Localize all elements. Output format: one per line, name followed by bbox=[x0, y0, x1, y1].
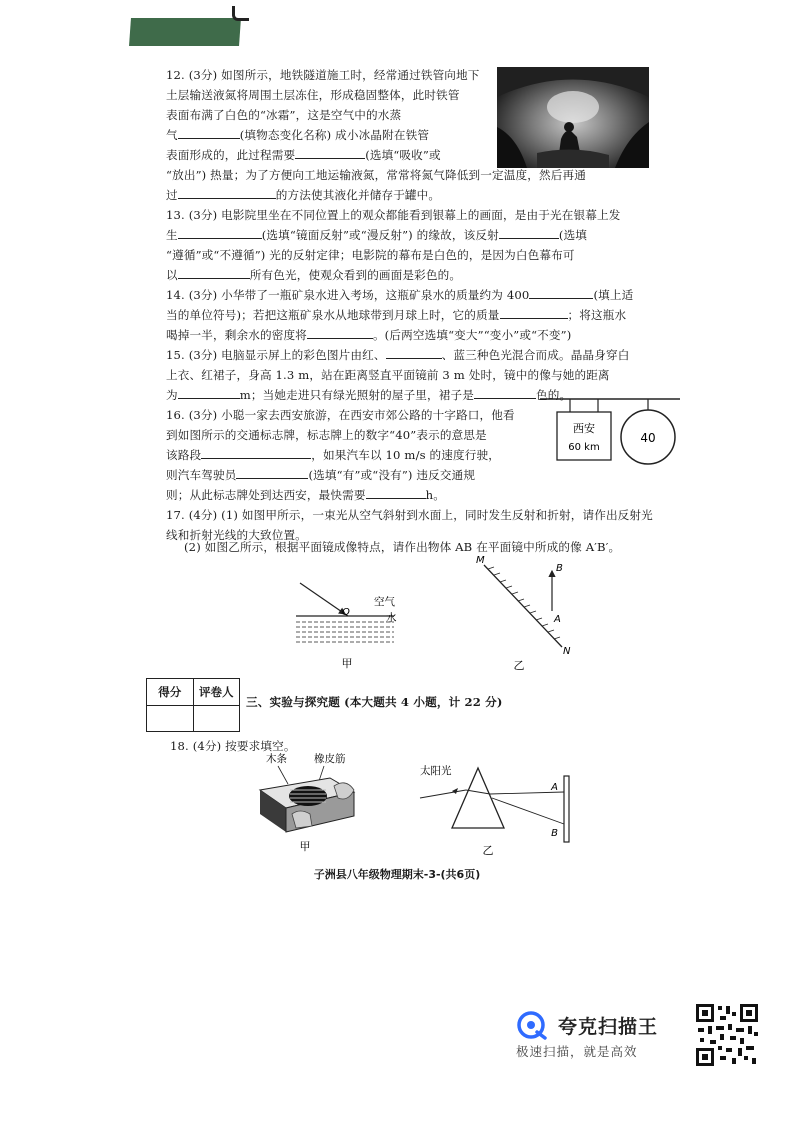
q17-line-1: 17. (4分) (1) 如图甲所示，一束光从空气斜射到水面上，同时发生反射和折射，请作出反射光 bbox=[166, 508, 653, 522]
sunlight-arrow bbox=[452, 788, 458, 794]
q14-line-3-b: 。(后两空选填“变大”“变小”或“不变”) bbox=[372, 328, 572, 342]
grader-cell[interactable] bbox=[193, 706, 240, 732]
q13-line-2-c: (选填 bbox=[558, 228, 588, 242]
sign-distance: 60 km bbox=[568, 442, 600, 453]
q14-line-1-b: (填上适 bbox=[593, 288, 634, 302]
fig-a-caption: 甲 bbox=[341, 657, 353, 670]
brand-name: 夸克扫描王 bbox=[558, 1016, 659, 1038]
q16-blank-2[interactable] bbox=[236, 466, 308, 479]
q15-line-2: 上衣、红裙子，身高 1.3 m，站在距离竖直平面镜前 3 m 处时，镜中的像与她的距离 bbox=[166, 368, 610, 382]
q14-blank-3[interactable] bbox=[307, 326, 373, 339]
fig-a-air-label: 空气 bbox=[374, 596, 395, 608]
q13-blank-2[interactable] bbox=[499, 226, 559, 239]
q13-line-2-b: (选填“镜面反射”或“漫反射”) 的缘故，该反射 bbox=[261, 228, 499, 242]
fig-18b-caption: 乙 bbox=[482, 844, 494, 857]
section-3-title: 三、实验与探究题 (本大题共 4 小题，计 22 分) bbox=[246, 695, 503, 709]
q13-line-4-b: 所有色光，使观众看到的画面是彩色的。 bbox=[249, 268, 462, 282]
label-sunlight: 太阳光 bbox=[420, 765, 452, 777]
sunlight-ray bbox=[420, 790, 466, 798]
q16-line-4-a: 则汽车驾驶员 bbox=[166, 468, 237, 482]
dispersed-ray-b bbox=[492, 798, 564, 824]
box-hole bbox=[289, 786, 327, 806]
tunnel-photo bbox=[497, 67, 649, 168]
sign-speed: 40 bbox=[640, 431, 656, 445]
q15-line-3-c: 色的。 bbox=[536, 388, 572, 402]
fig-b-caption: 乙 bbox=[513, 659, 525, 672]
q14-line-1 bbox=[166, 285, 633, 306]
q12-line-4-a: 气 bbox=[166, 128, 178, 142]
score-cell[interactable] bbox=[147, 706, 193, 732]
fig-a-water-label: 水 bbox=[386, 612, 397, 624]
page-footer: 子洲县八年级物理期末-3-(共6页) bbox=[313, 868, 481, 881]
q14-line-1-a: 14. (3分) 小华带了一瓶矿泉水进入考场，这瓶矿泉水的质量约为 400 bbox=[166, 288, 530, 302]
q14-line-2 bbox=[166, 305, 626, 326]
grader-header: 评卷人 bbox=[193, 679, 240, 705]
q12-line-5-a: 表面形成的，此过程需要 bbox=[166, 148, 296, 162]
q12-line-7-b: 的方法使其液化并储存于罐中。 bbox=[275, 188, 441, 202]
q12-blank-1[interactable] bbox=[178, 126, 240, 139]
q16-blank-1[interactable] bbox=[201, 446, 311, 459]
figure-a-light-water bbox=[290, 575, 410, 670]
q16-line-4 bbox=[166, 465, 475, 486]
q16-blank-3[interactable] bbox=[366, 486, 426, 499]
q15-line-3-b: m；当她走进只有绿光照射的屋子里，裙子是 bbox=[239, 388, 475, 402]
q18-line-1: 18. (4分) 按要求填空。 bbox=[170, 739, 296, 753]
q12-blank-2[interactable] bbox=[295, 146, 365, 159]
q12-line-2: 土层输送液氮将周围土层冻住，形成稳固整体，此时铁管 bbox=[166, 88, 460, 102]
q12-blank-3[interactable] bbox=[178, 186, 276, 199]
q16-line-4-b: (选填“有”或“没有”) 违反交通规 bbox=[308, 468, 476, 482]
q12-line-7 bbox=[166, 185, 440, 206]
q13-line-4-a: 以 bbox=[166, 268, 178, 282]
hand-left bbox=[292, 811, 312, 828]
screen bbox=[564, 776, 569, 842]
q12-line-5-b: (选填“吸收”或 bbox=[365, 148, 441, 162]
q15-blank-1[interactable] bbox=[386, 346, 442, 359]
mirror-hatching bbox=[488, 567, 560, 639]
q12-line-3: 表面布满了白色的“冰霜”，这是空气中的水蒸 bbox=[166, 108, 402, 122]
prism bbox=[452, 768, 504, 828]
screen-point-b: B bbox=[551, 828, 558, 839]
screen-point-a: A bbox=[551, 782, 558, 793]
q13-line-2-a: 生 bbox=[166, 228, 178, 242]
fig-18a-caption: 甲 bbox=[299, 840, 311, 853]
q12-line-6: “放出”) 热量；为了方便向工地运输液氮，常常将氮气降低到一定温度，然后再通 bbox=[166, 168, 586, 182]
q14-line-3-a: 喝掉一半，剩余水的密度将 bbox=[166, 328, 307, 342]
plane-mirror bbox=[484, 565, 562, 647]
figure-18a-rubber-band bbox=[250, 750, 360, 855]
label-rubber-band: 橡皮筋 bbox=[314, 753, 346, 765]
score-header: 得分 bbox=[158, 685, 182, 699]
q13-blank-1[interactable] bbox=[178, 226, 262, 239]
q14-line-2-a: 当的单位符号)；若把这瓶矿泉水从地球带到月球上时，它的质量 bbox=[166, 308, 500, 322]
q16-line-5-b: h。 bbox=[425, 488, 446, 502]
q16-line-3 bbox=[166, 445, 500, 466]
mirror-label-n: N bbox=[563, 646, 571, 657]
q14-blank-2[interactable] bbox=[500, 306, 568, 319]
brand-slogan: 极速扫描，就是高效 bbox=[516, 1044, 638, 1059]
q17-line-3: (2) 如图乙所示，根据平面镜成像特点，请作出物体 AB 在平面镜中所成的像 A′B′。 bbox=[184, 540, 621, 554]
label-wood-strip: 木条 bbox=[266, 753, 287, 765]
q14-blank-1[interactable] bbox=[529, 286, 593, 299]
q16-line-5-a: 则；从此标志牌处到达西安，最快需要 bbox=[166, 488, 366, 502]
object-label-a: A bbox=[554, 614, 561, 625]
q13-line-4 bbox=[166, 265, 461, 286]
qr-code-icon[interactable] bbox=[694, 1002, 760, 1068]
q15-line-1-a: 15. (3分) 电脑显示屏上的彩色图片由红、 bbox=[166, 348, 386, 362]
q12-line-1: 12. (3分) 如图所示，地铁隧道施工时，经常通过铁管向地下 bbox=[166, 68, 480, 82]
q17-line-2: 线和折射光线的大致位置。 bbox=[166, 528, 307, 542]
q15-line-3-a: 为 bbox=[166, 388, 178, 402]
q15-line-3 bbox=[166, 385, 571, 406]
q13-line-2 bbox=[166, 225, 587, 246]
score-table-input-row bbox=[147, 705, 239, 732]
incident-ray bbox=[300, 583, 345, 614]
q13-line-3: “遵循”或“不遵循”) 光的反射定律；电影院的幕布是白色的，是因为白色幕布可 bbox=[166, 248, 575, 262]
q16-line-2: 到如图所示的交通标志牌，标志牌上的数字“40”表示的意思是 bbox=[166, 428, 487, 442]
q16-line-3-b: ，如果汽车以 10 m/s 的速度行驶， bbox=[311, 448, 501, 462]
q14-line-3 bbox=[166, 325, 571, 346]
q16-line-3-a: 该路段 bbox=[166, 448, 202, 462]
figure-18b-prism bbox=[418, 760, 578, 860]
quark-logo-icon bbox=[514, 1010, 552, 1040]
q15-line-1-b: 、蓝三种色光混合而成。晶晶身穿白 bbox=[441, 348, 630, 362]
object-label-b: B bbox=[556, 563, 563, 574]
q15-blank-3[interactable] bbox=[474, 386, 536, 399]
score-table-header-row bbox=[147, 679, 239, 705]
q13-line-1: 13. (3分) 电影院里坐在不同位置上的观众都能看到银幕上的画面，是由于光在银幕上发 bbox=[166, 208, 621, 222]
score-table bbox=[146, 678, 240, 732]
q15-line-1 bbox=[166, 345, 630, 366]
sign-city: 西安 bbox=[573, 422, 595, 435]
q12-line-4-b: (填物态变化名称) 成小冰晶附在铁管 bbox=[239, 128, 430, 142]
pointer-wood bbox=[278, 766, 288, 784]
page-tab-notch bbox=[232, 6, 249, 21]
scanner-watermark bbox=[512, 1008, 792, 1068]
figure-b-plane-mirror bbox=[470, 553, 580, 678]
fig-a-point-o: O bbox=[342, 607, 350, 618]
page-tab-mark bbox=[129, 18, 241, 46]
q16-line-5 bbox=[166, 485, 445, 506]
traffic-sign-figure bbox=[540, 394, 680, 474]
q12-line-4 bbox=[166, 125, 429, 146]
q12-line-7-a: 过 bbox=[166, 188, 178, 202]
q16-line-1: 16. (3分) 小聪一家去西安旅游，在西安市郊公路的十字路口，他看 bbox=[166, 408, 515, 422]
q15-blank-2[interactable] bbox=[178, 386, 240, 399]
q14-line-2-b: ；将这瓶水 bbox=[567, 308, 627, 322]
q12-line-5 bbox=[166, 145, 441, 166]
q13-blank-3[interactable] bbox=[178, 266, 250, 279]
mirror-label-m: M bbox=[476, 555, 485, 566]
